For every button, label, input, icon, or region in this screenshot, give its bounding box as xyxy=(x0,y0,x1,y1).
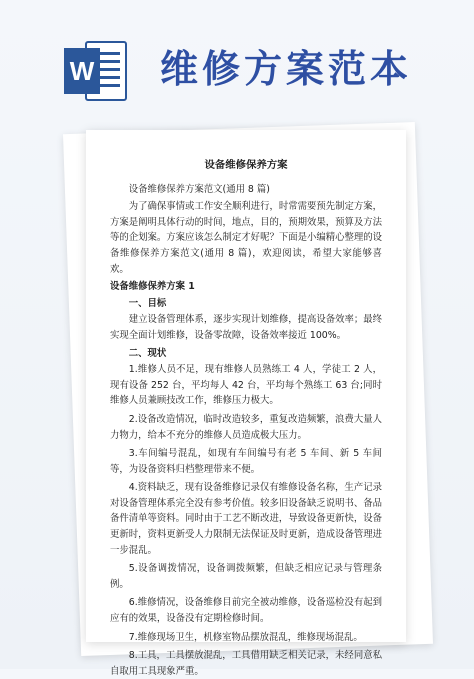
status-item: 5.设备调拨情况，设备调拨频繁，但缺乏相应记录与管理条例。 xyxy=(110,563,382,590)
status-item: 8.工具，工具摆放混乱，工具借用缺乏相关记录，未经同意私自取用工具现象严重。 xyxy=(110,650,382,677)
page-title: 维修方案范本 xyxy=(160,47,413,91)
status-item: 6.维修情况，设备维修目前完全被动维修，设备巡检没有起到应有的效果，设备没有定期检修时间。 xyxy=(110,597,382,625)
status-item: 4.资料缺乏，现有设备维修记录仅有维修设备名称，生产记录对设备管理体系完全没有参考价值。较多旧设备缺乏说明书、备品备件清单等资料。同时由于工艺不断改进，导致设备更新快，设备更新时，资料更新受人力限制无法保证及时更新，造成设备管理进一步混乱。 xyxy=(110,482,382,556)
document-page xyxy=(86,130,406,677)
document-heading: 设备维修保养方案 xyxy=(204,159,288,171)
status-heading: 二、现状 xyxy=(128,347,167,359)
header-banner xyxy=(0,0,474,118)
goal-heading: 一、目标 xyxy=(128,297,167,309)
document-subheading: 设备维修保养方案范文(通用 8 篇) xyxy=(128,183,270,195)
status-item: 2.设备改造情况，临时改造较多，重复改造频繁，浪费大量人力物力，给本不充分的维修人员造成极大压力。 xyxy=(110,413,382,441)
word-icon-letter: W xyxy=(69,56,95,86)
status-item: 7.维修现场卫生，机修室物品摆放混乱，维修现场混乱。 xyxy=(128,631,363,643)
status-item: 1.维修人员不足，现有维修人员熟练工 4 人，学徒工 2 人，现有设备 252 台，平均每人 42 台，平均每个熟练工 63 台;同时维修人员兼顾技改工作，维修压力极大。 xyxy=(110,364,382,407)
goal-paragraph: 建立设备管理体系，逐步实现计划维修，提高设备效率；最终实现全面计划维修，设备零故障，设备效率接近 100%。 xyxy=(110,314,382,341)
word-icon xyxy=(64,38,128,104)
section-heading: 设备维修保养方案 1 xyxy=(110,281,195,293)
status-item: 3.车间编号混乱，如现有车间编号有老 5 车间、新 5 车间等，为设备资料归档整理带来不便。 xyxy=(110,448,382,475)
intro-paragraph: 为了确保事情或工作安全顺利进行，时常需要预先制定方案，方案是阐明具体行动的时间，地点，目的，预期效果，预算及方法等的企划案。方案应该怎么制定才好呢？下面是小编精心整理的设备维修保养方案范文(通用 8 篇)，欢迎阅读，希望大家能够喜欢。 xyxy=(110,201,382,275)
